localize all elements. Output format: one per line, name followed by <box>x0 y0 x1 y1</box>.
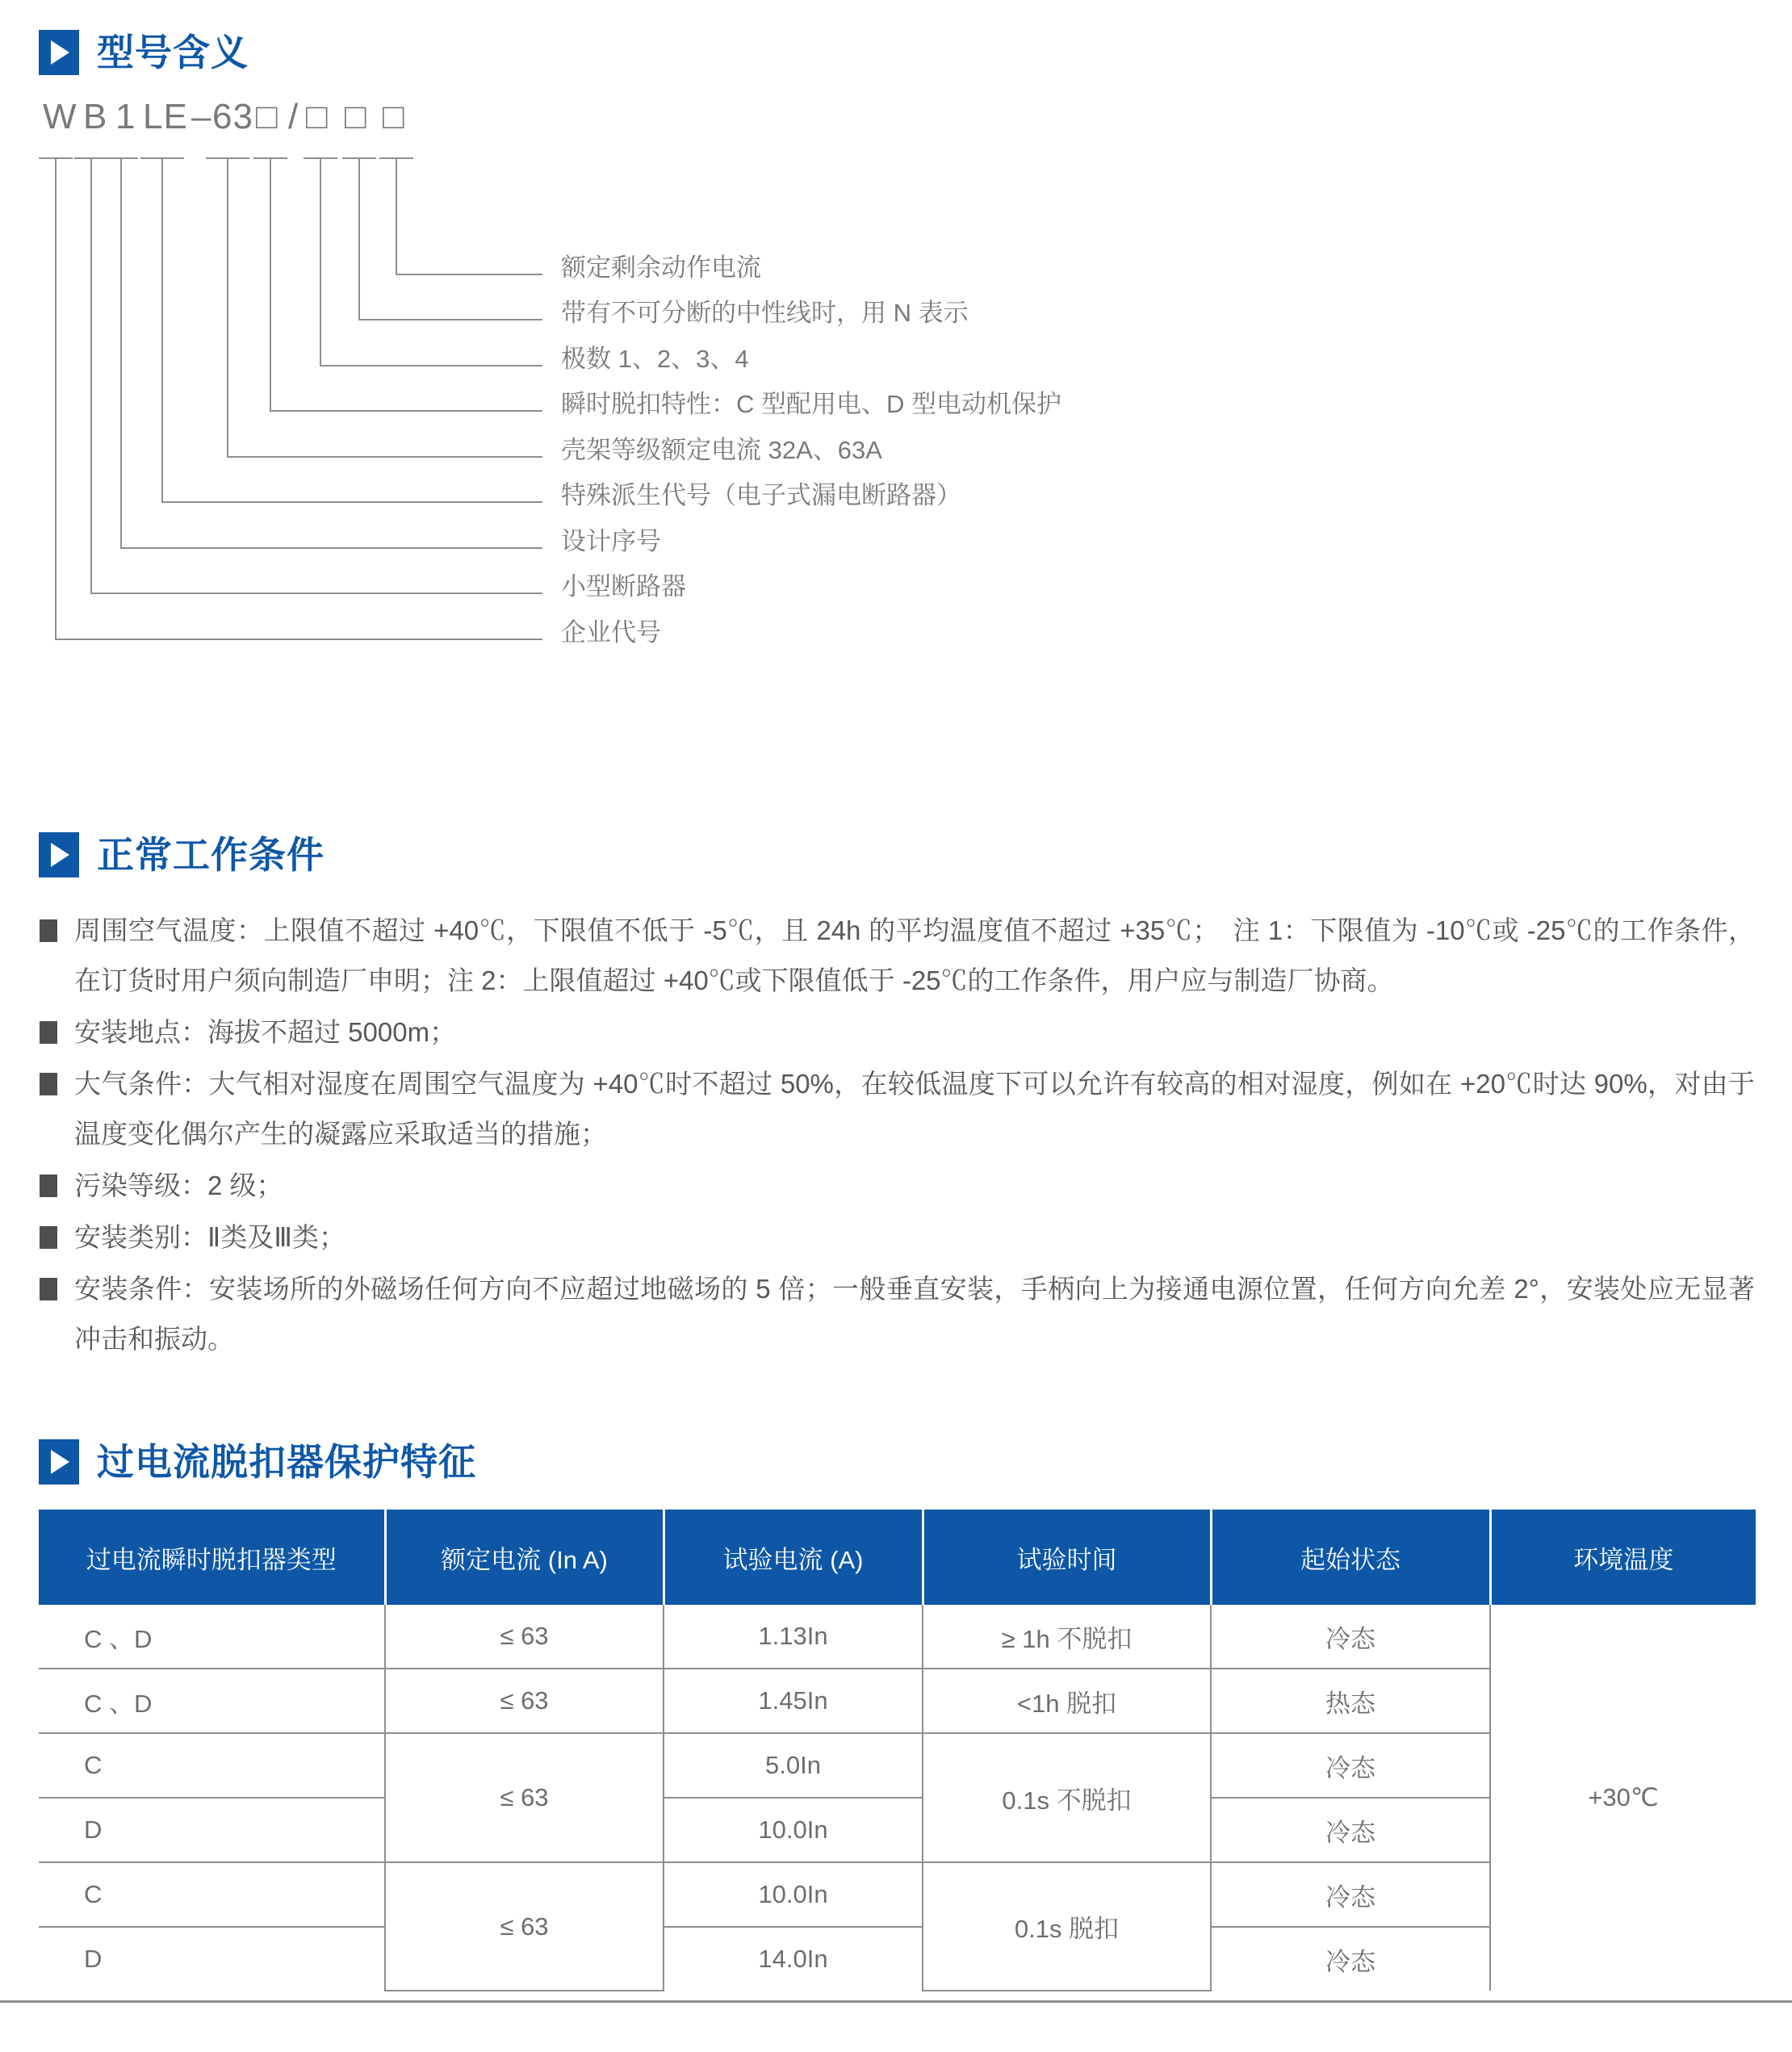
conditions-list <box>39 906 1755 1364</box>
section-title-table <box>39 1438 1756 1485</box>
model-label: 额定剩余动作电流 <box>561 253 761 282</box>
bullet-square-icon <box>40 1021 57 1044</box>
trip-characteristics-table <box>39 1510 1756 1991</box>
model-label: 瞬时脱扣特性：C 型配用电、D 型电动机保护 <box>561 390 1061 418</box>
model-label: 极数 1、2、3、4 <box>561 345 749 373</box>
bullet-square-icon <box>40 1073 57 1095</box>
bullet-text: 安装条件：安装场所的外磁场任何方向不应超过地磁场的 5 倍；一般垂直安装，手柄向上为接通电源位置，任何方向允差 2°，安装处应无显著冲击和振动。 <box>74 1274 1755 1354</box>
table-cell: 冷态 <box>1211 1733 1490 1798</box>
bullet-text: 污染等级：2 级； <box>74 1170 283 1200</box>
section-trip-table <box>39 1438 1756 1991</box>
model-label: 带有不可分断的中性线时，用 N 表示 <box>561 299 969 327</box>
table-cell: C 、D <box>39 1669 385 1733</box>
model-code-char: LE <box>143 97 188 136</box>
bullet-item <box>39 1007 1755 1057</box>
table-cell: D <box>39 1798 385 1862</box>
bullet-text: 安装地点：海拔不超过 5000m； <box>74 1017 457 1047</box>
section-heading: 型号含义 <box>97 31 249 73</box>
bullet-square-icon <box>40 919 57 942</box>
page-bottom-rule <box>0 2000 1792 2003</box>
column-header: 过电流瞬时脱扣器类型 <box>39 1510 385 1605</box>
bullet-item <box>39 906 1755 1006</box>
table-cell: 10.0In <box>664 1862 923 1927</box>
bullet-item <box>39 1212 1755 1263</box>
table-header-row <box>39 1510 1756 1605</box>
table-cell: D <box>39 1927 385 1991</box>
bullet-square-icon <box>40 1278 57 1300</box>
table-cell: 冷态 <box>1211 1798 1490 1862</box>
model-label: 小型断路器 <box>561 572 686 601</box>
model-code-char: – <box>191 97 212 136</box>
table-cell: ≤ 63 <box>385 1733 664 1862</box>
section-heading: 过电流脱扣器保护特征 <box>97 1441 476 1483</box>
section-conditions <box>39 831 1755 1366</box>
model-label: 设计序号 <box>561 527 661 555</box>
table-cell: 14.0In <box>664 1927 923 1991</box>
bullet-text: 大气条件：大气相对湿度在周围空气温度为 +40℃时不超过 50%，在较低温度下可以允许有较高的相对湿度，例如在 +20℃时达 90%，对由于温度变化偶尔产生的凝露应采取适当的措施； <box>74 1069 1755 1149</box>
bullet-text: 安装类别：Ⅱ类及Ⅲ类； <box>74 1222 345 1252</box>
placeholder-box: □ <box>256 97 278 136</box>
table-cell: ≤ 63 <box>385 1605 664 1669</box>
model-label: 特殊派生代号（电子式漏电断路器） <box>561 481 961 509</box>
bullet-item <box>39 1059 1755 1159</box>
table-cell: ≥ 1h 不脱扣 <box>923 1605 1211 1669</box>
model-diagram-lines <box>0 0 1792 686</box>
model-code-char: 63 <box>212 97 253 136</box>
bullet-item <box>39 1264 1755 1364</box>
table-cell: 5.0In <box>664 1733 923 1798</box>
table-cell: 冷态 <box>1211 1605 1490 1669</box>
table-cell: 1.45In <box>664 1669 923 1733</box>
table-cell: <1h 脱扣 <box>923 1669 1211 1733</box>
table-cell: C <box>39 1733 385 1798</box>
table-cell: 10.0In <box>664 1798 923 1862</box>
table-cell: 冷态 <box>1211 1862 1490 1927</box>
model-code-char: 1 <box>115 97 136 136</box>
model-code-char: / <box>288 97 299 136</box>
bullet-square-icon <box>40 1175 57 1197</box>
placeholder-box: □ <box>306 97 329 136</box>
column-header: 试验时间 <box>923 1510 1211 1605</box>
column-header: 环境温度 <box>1490 1510 1756 1605</box>
section-heading: 正常工作条件 <box>97 834 324 876</box>
table-cell: ≤ 63 <box>385 1669 664 1733</box>
table-cell: +30℃ <box>1490 1605 1756 1991</box>
bullet-item <box>39 1161 1755 1211</box>
column-header: 试验电流 (A) <box>664 1510 923 1605</box>
model-code-char: W <box>43 97 77 136</box>
table-row <box>39 1605 1756 1669</box>
table-cell: 0.1s 不脱扣 <box>923 1733 1211 1862</box>
placeholder-box: □ <box>383 97 405 136</box>
play-icon <box>39 832 79 877</box>
table-cell: C 、D <box>39 1605 385 1669</box>
model-label: 壳架等级额定电流 32A、63A <box>561 436 882 464</box>
table-cell: 冷态 <box>1211 1927 1490 1991</box>
column-header: 起始状态 <box>1211 1510 1490 1605</box>
table-cell: 热态 <box>1211 1669 1490 1733</box>
section-title-conditions <box>39 831 1755 878</box>
bullet-text: 周围空气温度：上限值不超过 +40℃，下限值不低于 -5℃，且 24h 的平均温度值不超过 +35℃； 注 1：下限值为 -10℃或 -25℃的工作条件，在订货时用户须向制造厂申明；注 2：上限值超过 +40℃或下限值低于 -25℃的工作条件，用户应与制造厂协商。 <box>74 915 1755 995</box>
table-cell: ≤ 63 <box>385 1862 664 1991</box>
model-label: 企业代号 <box>561 618 661 647</box>
table-cell: 0.1s 脱扣 <box>923 1862 1211 1991</box>
play-icon <box>39 1439 79 1485</box>
table-cell: C <box>39 1862 385 1927</box>
placeholder-box: □ <box>345 97 367 136</box>
bullet-square-icon <box>40 1226 57 1249</box>
table-cell: 1.13In <box>664 1605 923 1669</box>
model-code-char: B <box>83 97 108 136</box>
column-header: 额定电流 (In A) <box>385 1510 664 1605</box>
